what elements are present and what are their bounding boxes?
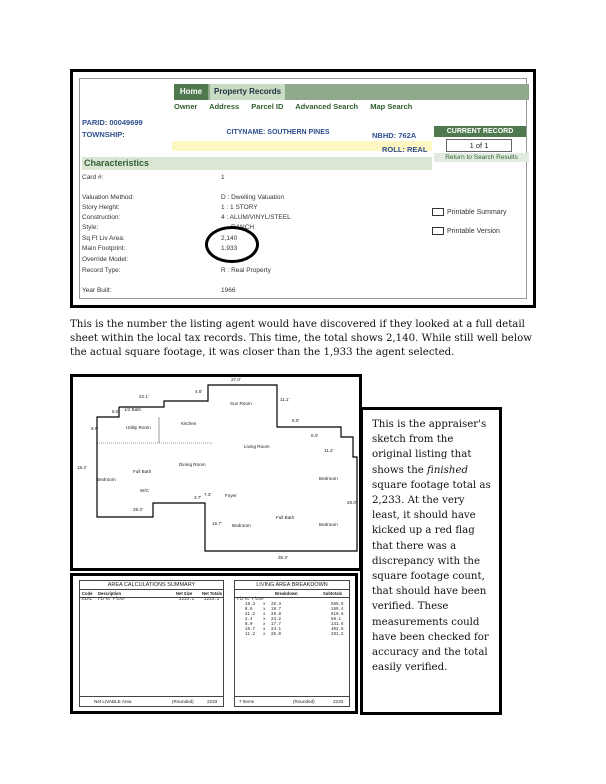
explanation-paragraph: This is the number the listing agent would have discovered if they looked at a full detail sheet within the local tax records. This time, the total shows 2,140. While still well below the actual square footage, it was closer than the 1,933 the agent selected. bbox=[70, 319, 532, 358]
cell-description: First Floor bbox=[98, 598, 126, 602]
room-label: Kitchen bbox=[181, 421, 197, 426]
area-calc-title: AREA CALCULATIONS SUMMARY bbox=[80, 581, 223, 590]
note-text-start: This is the appraiser's sketch from the original listing that shows the bbox=[372, 419, 487, 476]
dim-label: 3.7' bbox=[194, 495, 202, 500]
col-net-totals: Net Totals bbox=[202, 591, 222, 596]
col-code: Code bbox=[82, 591, 93, 596]
parcel-id: PARID: 00049699 bbox=[82, 118, 143, 127]
table-cell: x bbox=[263, 613, 266, 617]
current-record-header: CURRENT RECORD bbox=[434, 126, 526, 137]
dim-label: 8.0' bbox=[311, 433, 319, 438]
living-area-breakdown bbox=[234, 580, 350, 707]
note-text-end: square footage total as 2,233. At the very least, it should have kicked up a red flag that there was a discrepancy with the square footage count, that should have been verified. These measurements could have been checked for accuracy and the total easily verified. bbox=[372, 479, 491, 674]
dim-label: 11.2' bbox=[324, 448, 334, 453]
net-livable-total: 2233 bbox=[207, 699, 218, 704]
record-panel bbox=[79, 78, 527, 299]
dim-label: 29.3' bbox=[133, 507, 143, 512]
value-main-footprint: 1,933 bbox=[221, 245, 238, 252]
table-cell: 8.6 bbox=[245, 608, 253, 612]
room-label: Foyer bbox=[225, 493, 237, 498]
table-cell: 8.0 bbox=[245, 623, 253, 627]
label-year-built: Year Built: bbox=[82, 287, 112, 294]
label-record-type: Record Type: bbox=[82, 267, 121, 274]
col-breakdown: Breakdown bbox=[275, 591, 298, 596]
col-subtotals: Subtotals bbox=[323, 591, 343, 596]
subnav-map-search[interactable]: Map Search bbox=[370, 102, 413, 111]
cell-net-size: 2233.1 bbox=[179, 598, 195, 602]
property-record-screenshot bbox=[70, 69, 536, 308]
table-cell: x bbox=[263, 633, 266, 637]
col-net-size: Net Size bbox=[176, 591, 193, 596]
dim-label: 7.3' bbox=[204, 492, 212, 497]
room-label: Bedroom bbox=[319, 476, 338, 481]
table-row bbox=[235, 633, 349, 638]
room-label: Dining Room bbox=[179, 462, 206, 467]
value-style: RANCH bbox=[231, 224, 255, 231]
breakdown-footer bbox=[235, 696, 349, 706]
table-cell: x bbox=[263, 608, 266, 612]
label-story-height: Story Height: bbox=[82, 204, 120, 211]
items-count: 7 Items bbox=[239, 699, 255, 704]
dim-label: 11.1' bbox=[280, 397, 290, 402]
value-record-type: R : Real Property bbox=[221, 267, 271, 274]
room-label: Full Bath bbox=[133, 469, 152, 474]
city-name: CITYNAME: SOUTHERN PINES bbox=[226, 129, 330, 136]
label-style: Style: bbox=[82, 224, 99, 231]
table-cell: 610.6 bbox=[331, 613, 344, 617]
table-cell: 26.0 bbox=[271, 633, 282, 637]
table-cell: 17.7 bbox=[271, 623, 282, 627]
table-cell: 28.8 bbox=[271, 613, 282, 617]
room-label: Bedroom bbox=[97, 477, 116, 482]
note-emphasis: finished bbox=[427, 464, 469, 476]
floor-plan-sketch bbox=[70, 374, 362, 571]
appraiser-note bbox=[360, 407, 502, 715]
neighborhood-code: NBHD: 762A bbox=[372, 131, 417, 140]
table-row bbox=[80, 598, 223, 603]
return-to-results-link[interactable]: Return to Search Results bbox=[434, 153, 529, 162]
area-calc-header bbox=[80, 590, 223, 598]
label-main-footprint: Main Footprint: bbox=[82, 245, 126, 252]
table-cell: 58.1 bbox=[331, 618, 342, 622]
value-card: 1 bbox=[221, 174, 225, 181]
tab-property-records[interactable]: Property Records bbox=[210, 84, 285, 100]
value-valuation-method: D : Dwelling Valuation bbox=[221, 194, 285, 201]
table-cell: x bbox=[263, 618, 266, 622]
label-override-model: Override Model: bbox=[82, 256, 129, 263]
township-label: TOWNSHIP: bbox=[82, 130, 125, 139]
tab-home[interactable]: Home bbox=[174, 84, 208, 100]
room-label: Full Bath bbox=[276, 515, 295, 520]
table-cell: 19.7 bbox=[271, 608, 282, 612]
table-cell: 169.4 bbox=[331, 608, 344, 612]
rounded-label: (Rounded) bbox=[293, 699, 315, 704]
floor-label: First Floor bbox=[237, 598, 265, 602]
characteristics-heading: Characteristics bbox=[82, 157, 432, 170]
table-cell: x bbox=[263, 628, 266, 632]
table-cell: 141.6 bbox=[331, 623, 344, 627]
value-story-height: 1 : 1 STORY bbox=[221, 204, 258, 211]
value-year-built: 1966 bbox=[221, 287, 236, 294]
value-sq-ft-liv-area: 2,140 bbox=[221, 235, 238, 242]
printer-icon bbox=[432, 208, 444, 216]
area-calc-summary bbox=[79, 580, 224, 707]
area-calc-footer bbox=[80, 696, 223, 706]
room-label: Sun Room bbox=[230, 401, 252, 406]
table-cell: x bbox=[263, 623, 266, 627]
table-cell: 21.2 bbox=[245, 613, 256, 617]
highlight-circle bbox=[205, 226, 259, 263]
table-cell: 16.7 bbox=[245, 628, 256, 632]
label-card: Card #: bbox=[82, 174, 104, 181]
printable-version-label: Printable Version bbox=[447, 227, 500, 235]
subnav-owner[interactable]: Owner bbox=[174, 102, 198, 111]
label-sq-ft-liv-area: Sq Ft Liv Area: bbox=[82, 235, 125, 242]
table-cell: 29.3 bbox=[271, 603, 282, 607]
printable-version-link[interactable] bbox=[432, 227, 500, 235]
subnav-parcel-id[interactable]: Parcel ID bbox=[251, 102, 284, 111]
printer-icon bbox=[432, 227, 444, 235]
dim-label: 9.6' bbox=[91, 426, 99, 431]
area-calculations bbox=[70, 573, 358, 714]
col-description: Description bbox=[98, 591, 122, 596]
printable-summary-label: Printable Summary bbox=[447, 208, 507, 216]
dim-label: 35.3' bbox=[278, 555, 288, 560]
dim-label: 22.1' bbox=[139, 394, 149, 399]
breakdown-total: 2233 bbox=[333, 699, 344, 704]
search-subnav bbox=[174, 102, 422, 111]
table-cell: 565.5 bbox=[331, 603, 344, 607]
room-label: Living Room bbox=[244, 444, 270, 449]
label-construction: Construction: bbox=[82, 214, 121, 221]
label-valuation-method: Valuation Method: bbox=[82, 194, 134, 201]
tab-bar bbox=[174, 84, 529, 100]
table-cell: 24.2 bbox=[271, 618, 282, 622]
dim-label: 8.0' bbox=[112, 409, 120, 414]
room-label: Utility Room bbox=[126, 425, 151, 430]
table-cell: 2.4 bbox=[245, 618, 253, 622]
dim-label: 4.5' bbox=[195, 389, 203, 394]
value-construction: 4 : ALUM/VINYL/STEEL bbox=[221, 214, 291, 221]
room-label: Bedroom bbox=[319, 522, 338, 527]
dim-label: 8.0' bbox=[292, 418, 300, 423]
table-cell: 24.1 bbox=[271, 628, 282, 632]
room-label: 1/2 Bath bbox=[124, 407, 142, 412]
subnav-advanced-search[interactable]: Advanced Search bbox=[295, 102, 359, 111]
dim-label: 16.7' bbox=[212, 521, 222, 526]
record-counter: 1 of 1 bbox=[446, 139, 512, 152]
subnav-address[interactable]: Address bbox=[209, 102, 240, 111]
table-cell: 291.2 bbox=[331, 633, 344, 637]
cell-code: GLA1 bbox=[82, 598, 93, 602]
room-label: Bedroom bbox=[232, 523, 251, 528]
floor-plan-outline bbox=[73, 377, 359, 568]
roll-type: ROLL: REAL bbox=[382, 145, 428, 154]
cell-net-total: 2233.1 bbox=[204, 598, 220, 602]
table-cell: 19.3 bbox=[245, 603, 256, 607]
room-label: W/C bbox=[140, 488, 149, 493]
table-cell: 402.5 bbox=[331, 628, 344, 632]
breakdown-title: LIVING AREA BREAKDOWN bbox=[235, 581, 349, 590]
dim-label: 27.0' bbox=[231, 377, 241, 382]
dim-label: 28.0' bbox=[347, 500, 357, 505]
printable-summary-link[interactable] bbox=[432, 208, 507, 216]
breakdown-lines bbox=[235, 603, 349, 638]
table-cell: 11.2 bbox=[245, 633, 256, 637]
dim-label: 18.2' bbox=[77, 465, 87, 470]
table-cell: x bbox=[263, 603, 266, 607]
rounded-label: (Rounded) bbox=[172, 699, 194, 704]
net-livable-label: Net LIVABLE Area bbox=[94, 699, 132, 704]
breakdown-header bbox=[235, 590, 349, 598]
